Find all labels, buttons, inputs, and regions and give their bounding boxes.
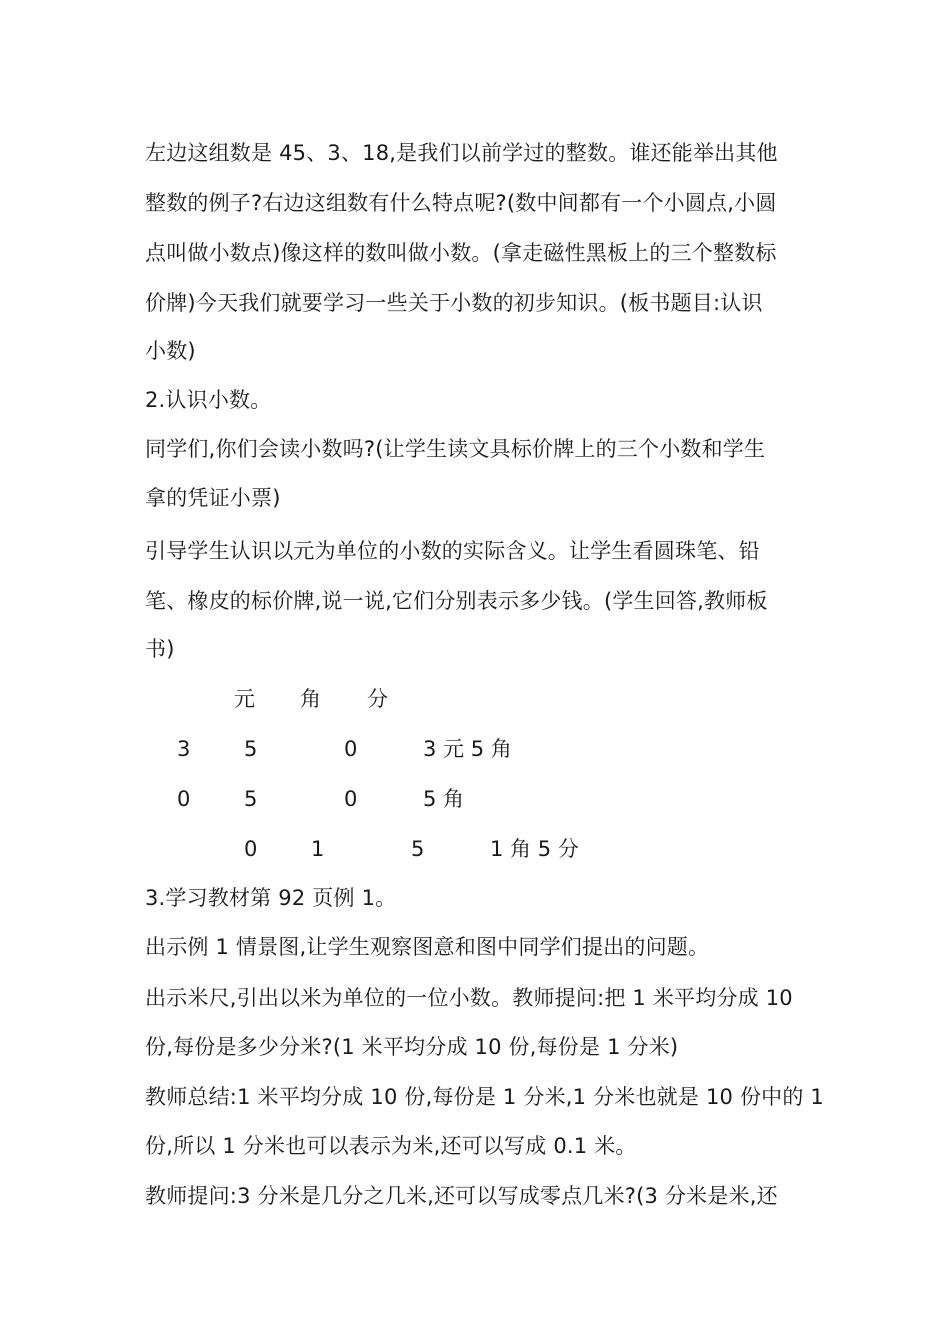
- text-line: 拿的凭证小票): [145, 486, 281, 510]
- table-cell: 0: [177, 787, 191, 811]
- table-cell: 0: [344, 737, 358, 761]
- text-line: 点叫做小数点)像这样的数叫做小数。(拿走磁性黑板上的三个整数标: [145, 241, 777, 265]
- table-header-yuan: 元: [234, 687, 255, 711]
- text-line: 份,每份是多少分米?(1 米平均分成 10 份,每份是 1 分米): [145, 1035, 679, 1059]
- text-line: 引导学生认识以元为单位的小数的实际含义。让学生看圆珠笔、铅: [145, 539, 760, 563]
- text-line: 价牌)今天我们就要学习一些关于小数的初步知识。(板书题目:认识: [145, 291, 763, 315]
- text-line: 出示例 1 情景图,让学生观察图意和图中同学们提出的问题。: [145, 935, 710, 959]
- text-line: 同学们,你们会读小数吗?(让学生读文具标价牌上的三个小数和学生: [145, 437, 766, 461]
- section-heading: 3.学习教材第 92 页例 1。: [145, 886, 397, 910]
- table-cell: 0: [244, 837, 258, 861]
- text-line: 份,所以 1 分米也可以表示为米,还可以写成 0.1 米。: [145, 1134, 637, 1158]
- section-heading: 2.认识小数。: [145, 388, 272, 412]
- table-cell-result: 5 角: [423, 787, 465, 811]
- table-cell: 5: [244, 737, 258, 761]
- table-cell: 0: [344, 787, 358, 811]
- table-cell: 5: [411, 837, 425, 861]
- text-line: 教师总结:1 米平均分成 10 份,每份是 1 分米,1 分米也就是 10 份中的 1: [145, 1085, 824, 1109]
- text-line: 书): [145, 637, 175, 661]
- table-cell: 3: [177, 737, 191, 761]
- text-line: 笔、橡皮的标价牌,说一说,它们分别表示多少钱。(学生回答,教师板: [145, 589, 768, 613]
- text-line: 出示米尺,引出以米为单位的一位小数。教师提问:把 1 米平均分成 10: [145, 986, 793, 1010]
- text-line: 小数): [145, 339, 196, 363]
- table-cell-result: 3 元 5 角: [423, 737, 512, 761]
- table-cell-result: 1 角 5 分: [490, 837, 579, 861]
- table-header-jiao: 角: [300, 687, 321, 711]
- text-line: 教师提问:3 分米是几分之几米,还可以写成零点几米?(3 分米是米,还: [145, 1184, 778, 1208]
- table-cell: 5: [244, 787, 258, 811]
- text-line: 左边这组数是 45、3、18,是我们以前学过的整数。谁还能举出其他: [145, 141, 778, 165]
- text-line: 整数的例子?右边这组数有什么特点呢?(数中间都有一个小圆点,小圆: [145, 191, 777, 215]
- table-header-fen: 分: [367, 687, 388, 711]
- table-cell: 1: [311, 837, 325, 861]
